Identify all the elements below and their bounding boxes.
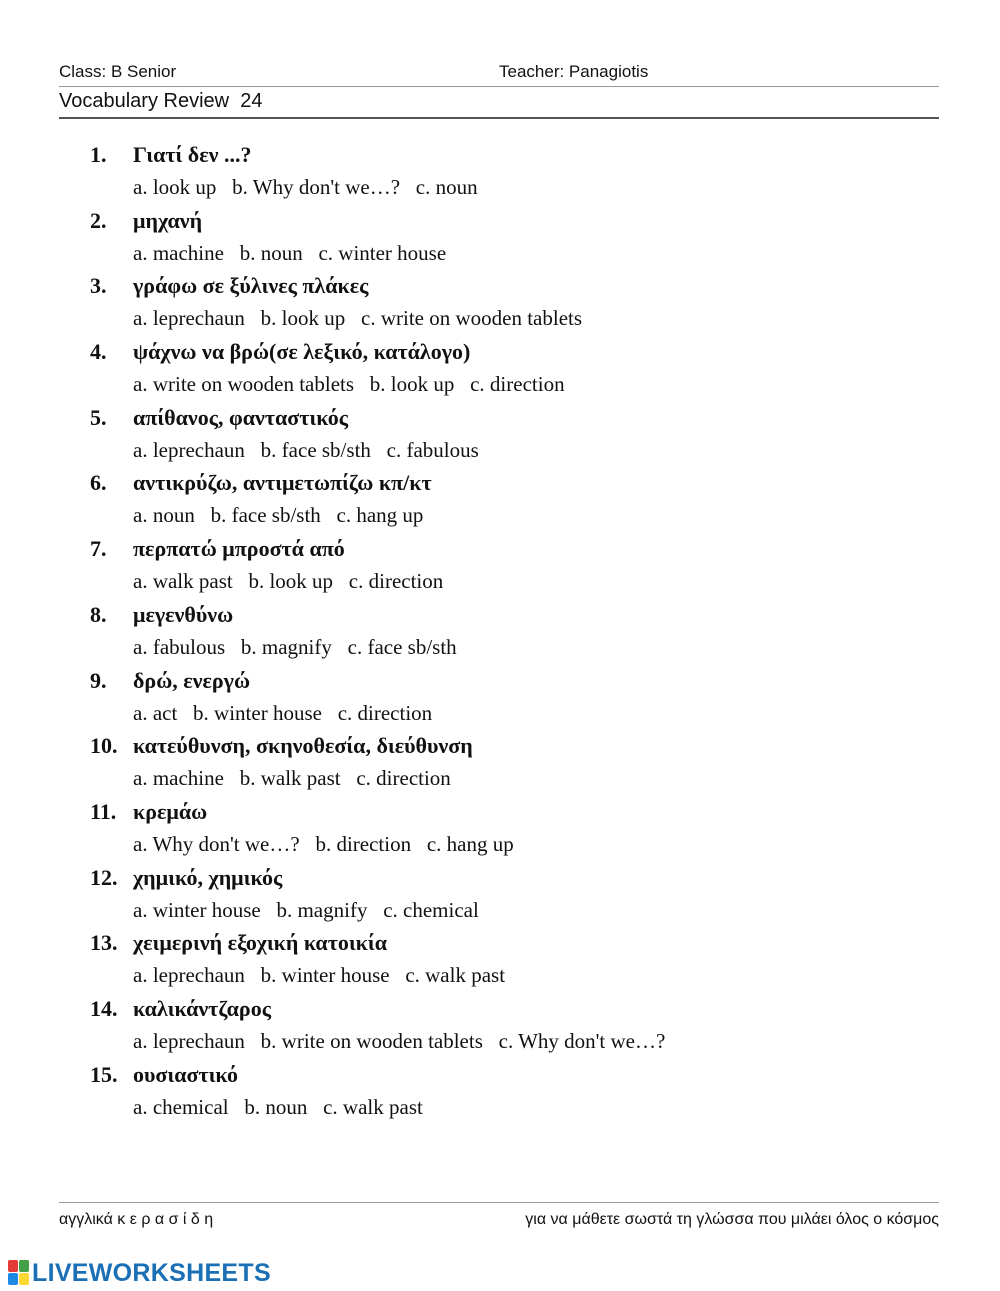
question-prompt: ψάχνω να βρώ(σε λεξικό, κατάλογο)	[133, 339, 471, 365]
question-item	[90, 799, 950, 865]
question-prompt-line	[90, 536, 345, 568]
question-number: 13.	[90, 930, 118, 956]
question-prompt-line	[90, 865, 282, 897]
question-prompt: κρεμάω	[133, 798, 208, 824]
question-prompt: αντικρύζω, αντιμετωπίζω κπ/κτ	[133, 470, 432, 496]
question-number: 6.	[90, 470, 107, 496]
question-item	[90, 536, 950, 602]
answer-options[interactable]: a. walk past b. look up c. direction	[133, 569, 444, 594]
teacher-label: Teacher: Panagiotis	[499, 62, 649, 81]
question-item	[90, 1062, 950, 1128]
question-prompt: κατεύθυνση, σκηνοθεσία, διεύθυνση	[133, 733, 473, 759]
question-prompt-line	[90, 733, 473, 765]
question-number: 4.	[90, 339, 107, 365]
question-item	[90, 405, 950, 471]
worksheet-title: Vocabulary Review 24	[59, 90, 263, 112]
question-number: 2.	[90, 207, 107, 233]
question-number: 1.	[90, 142, 107, 167]
question-prompt-line	[90, 405, 348, 437]
header-row	[59, 62, 939, 84]
header-divider	[59, 86, 939, 87]
footer-divider	[59, 1202, 939, 1203]
question-prompt-line	[90, 1062, 238, 1094]
question-prompt: χημικό, χημικός	[133, 864, 283, 890]
question-prompt: μεγενθύνω	[133, 601, 234, 627]
question-prompt: γράφω σε ξύλινες πλάκες	[133, 273, 369, 299]
question-item	[90, 930, 950, 996]
worksheet-header	[59, 62, 939, 112]
question-prompt-line	[90, 602, 233, 634]
question-list	[90, 142, 950, 1127]
question-prompt: μηχανή	[133, 207, 203, 233]
answer-options[interactable]: a. fabulous b. magnify c. face sb/sth	[133, 634, 457, 659]
question-number: 15.	[90, 1061, 118, 1087]
question-number: 10.	[90, 733, 118, 759]
answer-options[interactable]: a. look up b. Why don't we…? c. noun	[133, 175, 478, 199]
answer-options[interactable]: a. leprechaun b. face sb/sth c. fabulous	[133, 437, 479, 462]
answer-options[interactable]: a. Why don't we…? b. direction c. hang up	[133, 831, 514, 856]
class-label: Class: B Senior	[59, 62, 177, 81]
answer-options[interactable]: a. leprechaun b. write on wooden tablets c. Why don't we…?	[133, 1028, 666, 1053]
liveworksheets-logo[interactable]	[8, 1258, 271, 1288]
question-prompt-line	[90, 668, 250, 700]
footer-right-text: για να μάθετε σωστά τη γλώσσα που μιλάει όλος ο κόσμος	[525, 1211, 939, 1228]
answer-options[interactable]: a. noun b. face sb/sth c. hang up	[133, 503, 424, 528]
question-prompt-line	[90, 142, 251, 174]
question-prompt: περπατώ μπροστά από	[133, 536, 345, 562]
question-prompt-line	[90, 930, 387, 962]
answer-options[interactable]: a. machine b. walk past c. direction	[133, 766, 451, 791]
question-number: 7.	[90, 536, 107, 562]
answer-options[interactable]: a. machine b. noun c. winter house	[133, 240, 447, 265]
question-prompt-line	[90, 996, 271, 1028]
question-number: 3.	[90, 273, 107, 299]
answer-options[interactable]: a. winter house b. magnify c. chemical	[133, 897, 479, 922]
question-item	[90, 996, 950, 1062]
question-item	[90, 865, 950, 931]
question-prompt-line	[90, 799, 207, 831]
question-number: 5.	[90, 404, 107, 430]
answer-options[interactable]: a. write on wooden tablets b. look up c. direction	[133, 372, 565, 397]
title-divider	[59, 117, 939, 119]
question-item	[90, 142, 950, 208]
liveworksheets-icon	[8, 1260, 30, 1286]
question-item	[90, 208, 950, 274]
answer-options[interactable]: a. leprechaun b. look up c. write on wooden tablets	[133, 306, 583, 331]
question-item	[90, 470, 950, 536]
footer-left-text: αγγλικά κ ε ρ α σ ί δ η	[59, 1211, 214, 1228]
answer-options[interactable]: a. leprechaun b. winter house c. walk past	[133, 963, 506, 988]
question-prompt-line	[90, 273, 368, 305]
question-prompt: απίθανος, φανταστικός	[133, 404, 349, 430]
liveworksheets-logo-text: LIVEWORKSHEETS	[32, 1258, 271, 1287]
question-prompt: Γιατί δεν ...?	[133, 142, 252, 167]
question-prompt: δρώ, ενεργώ	[133, 667, 251, 693]
answer-options[interactable]: a. act b. winter house c. direction	[133, 700, 433, 725]
question-prompt: ουσιαστικό	[133, 1061, 238, 1087]
question-prompt-line	[90, 208, 202, 240]
question-prompt-line	[90, 470, 432, 502]
question-prompt: χειμερινή εξοχική κατοικία	[133, 930, 387, 956]
question-item	[90, 602, 950, 668]
answer-options[interactable]: a. chemical b. noun c. walk past	[133, 1094, 423, 1119]
question-prompt-line	[90, 339, 470, 371]
question-number: 11.	[90, 798, 117, 824]
question-number: 8.	[90, 601, 107, 627]
question-number: 12.	[90, 864, 118, 890]
question-prompt: καλικάντζαρος	[133, 995, 271, 1021]
question-number: 14.	[90, 995, 118, 1021]
question-item	[90, 668, 950, 734]
question-item	[90, 339, 950, 405]
question-item	[90, 273, 950, 339]
question-number: 9.	[90, 667, 107, 693]
question-item	[90, 733, 950, 799]
